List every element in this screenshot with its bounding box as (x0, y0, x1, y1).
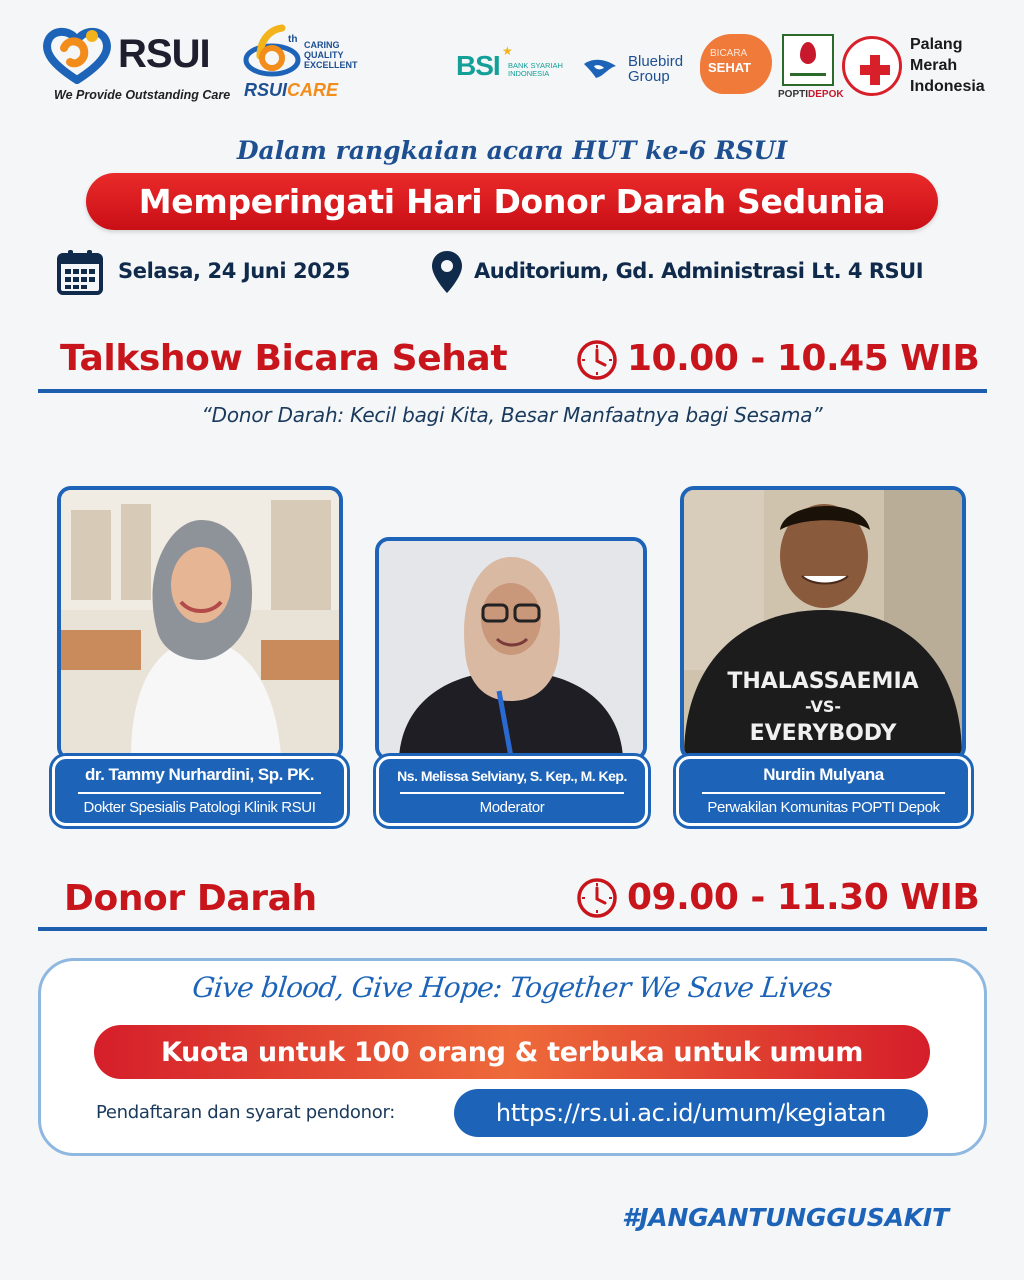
red-cross-icon (842, 36, 902, 96)
rsui-logo (40, 24, 230, 109)
registration-link[interactable] (454, 1089, 928, 1137)
bsi-logo: BSI ★ BANK SYARIAH INDONESIA (456, 44, 563, 81)
rsuicare-logo (238, 22, 368, 107)
rsui-heart-icon (42, 26, 112, 84)
clock-icon (576, 339, 618, 381)
speaker-role: Perwakilan Komunitas POPTI Depok (707, 799, 940, 816)
speaker-photo-nurdin (680, 486, 966, 761)
rsui-tagline: We Provide Outstanding Care (54, 88, 231, 102)
campaign-hashtag: #JANGANTUNGGUSAKIT (622, 1203, 949, 1232)
quota-banner (94, 1025, 930, 1079)
talkshow-theme-quote: “Donor Darah: Kecil bagi Kita, Besar Manfaatnya bagi Sesama” (201, 403, 823, 427)
quota-text: Kuota untuk 100 orang & terbuka untuk umum (160, 1036, 864, 1068)
speaker-name: dr. Tammy Nurhardini, Sp. PK. (85, 765, 314, 784)
divider (38, 389, 987, 393)
location-pin-icon (430, 249, 464, 295)
pmi-logo: Palang Merah Indonesia (842, 34, 1002, 100)
divider (38, 927, 987, 931)
event-title-banner (86, 173, 938, 230)
donor-title: Donor Darah (64, 878, 317, 919)
rsuicare-name: RSUICARE (244, 80, 339, 100)
svg-text:th: th (288, 34, 298, 45)
svg-text:EVERYBODY: EVERYBODY (749, 721, 897, 746)
speaker-card-melissa (376, 756, 648, 826)
event-title: Memperingati Hari Donor Darah Sedunia (138, 182, 886, 221)
star-icon: ★ (502, 44, 513, 58)
anniversary-six-icon (238, 22, 308, 84)
speaker-card-tammy (52, 756, 347, 826)
speaker-role: Moderator (479, 799, 545, 816)
clock-icon (576, 877, 618, 919)
speaker-photo-tammy (57, 486, 343, 761)
svg-text:THALASSAEMIA: THALASSAEMIA (727, 669, 919, 694)
rsui-wordmark: RSUI (118, 32, 210, 76)
svg-text:-VS-: -VS- (804, 697, 842, 716)
speaker-card-nurdin (676, 756, 971, 826)
blood-drop-icon (800, 42, 816, 64)
bicara-sehat-logo: BICARA SEHAT (700, 34, 772, 94)
talkshow-title: Talkshow Bicara Sehat (60, 338, 508, 379)
speaker-role: Dokter Spesialis Patologi Klinik RSUI (83, 799, 316, 816)
bluebird-icon (582, 52, 620, 86)
speaker-photo-melissa (375, 537, 647, 761)
event-subtitle: Dalam rangkaian acara HUT ke-6 RSUI (236, 136, 788, 165)
bluebird-logo: Bluebird Group (582, 52, 697, 92)
registration-label: Pendaftaran dan syarat pendonor: (96, 1102, 395, 1123)
talkshow-time: 10.00 - 10.45 WIB (627, 338, 980, 379)
rsuicare-values: CARING QUALITY EXCELLENT (304, 40, 358, 70)
event-location: Auditorium, Gd. Administrasi Lt. 4 RSUI (474, 259, 924, 283)
event-date: Selasa, 24 Juni 2025 (118, 259, 350, 283)
registration-url[interactable]: https://rs.ui.ac.id/umum/kegiatan (495, 1099, 887, 1127)
donor-time: 09.00 - 11.30 WIB (627, 877, 980, 918)
popti-depok-logo: POPTIDEPOK (778, 34, 840, 104)
calendar-icon (56, 248, 104, 296)
speaker-name: Nurdin Mulyana (763, 765, 884, 784)
donor-slogan: Give blood, Give Hope: Together We Save Lives (190, 971, 834, 1004)
speaker-name: Ns. Melissa Selviany, S. Kep., M. Kep. (397, 768, 627, 784)
